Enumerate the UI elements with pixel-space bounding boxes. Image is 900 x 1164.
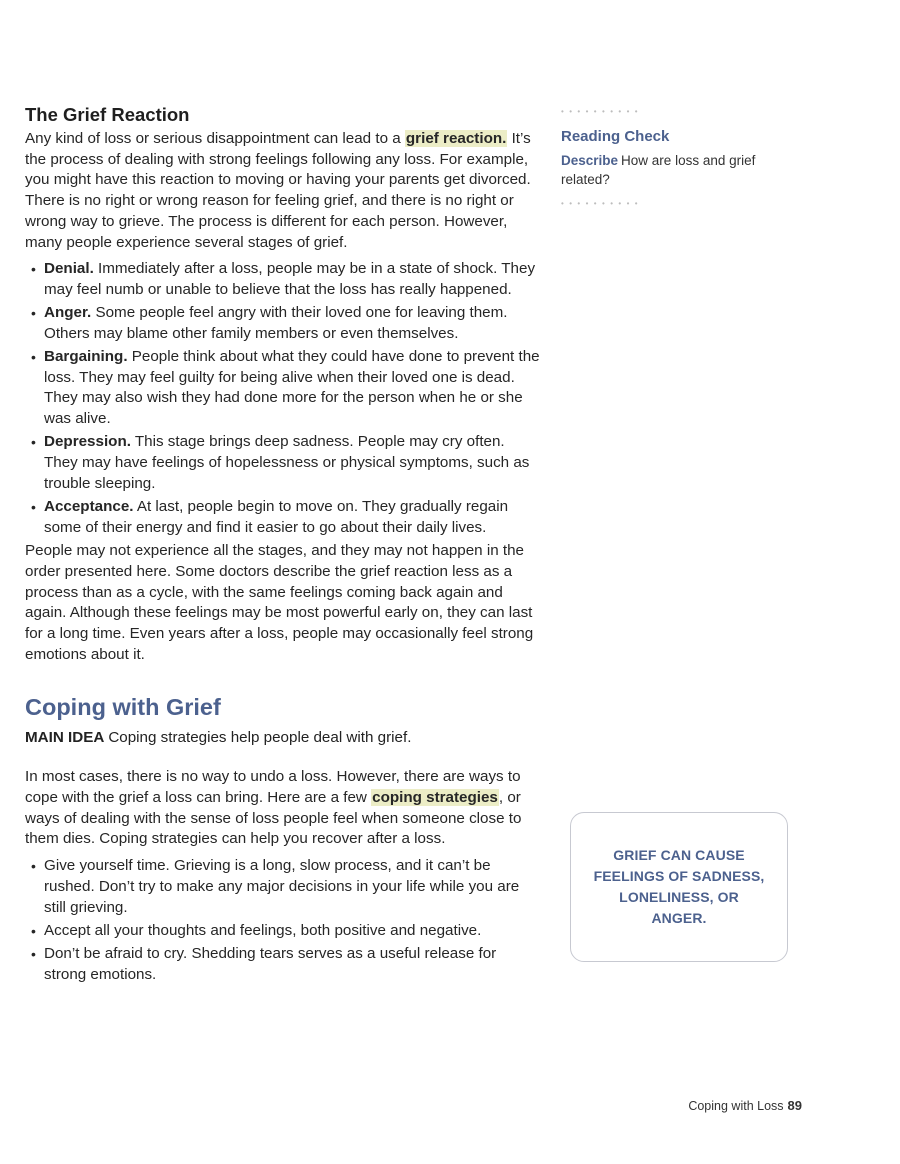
main-column: [25, 104, 540, 988]
main-idea-text: Coping strategies help people deal with grief.: [108, 728, 412, 746]
stage-term: Bargaining.: [44, 348, 128, 366]
main-idea: [25, 728, 540, 749]
section-heading: The Grief Reaction: [25, 104, 190, 125]
reading-check-title: Reading Check: [561, 128, 670, 145]
stage-term: Anger.: [44, 304, 92, 322]
grief-intro-paragraph: [25, 129, 540, 253]
coping-tips-list: [25, 856, 540, 985]
main-idea-label: MAIN IDEA: [25, 728, 105, 746]
key-term-grief-reaction[interactable]: grief reaction.: [405, 130, 507, 147]
reading-check-question: [561, 151, 801, 189]
stage-text: This stage brings deep sadness. People may cry often. They may have feelings of hopelessness or physical symptoms, such as trouble sleeping.: [44, 433, 530, 492]
stage-term: Acceptance.: [44, 497, 134, 515]
stage-term: Denial.: [44, 260, 94, 278]
coping-text-start: In most cases, there is no way to undo a loss. However, there are ways to cope with the grief a loss can bring. Here are a few: [25, 768, 521, 806]
list-item: • Accept all your thoughts and feelings, both positive and negative.: [44, 921, 540, 942]
list-item: [44, 259, 540, 300]
reading-check-sidebar: [561, 107, 801, 209]
key-term-coping-strategies[interactable]: coping strategies: [372, 788, 498, 806]
main-heading: Coping with Grief: [25, 693, 221, 720]
stage-text: Immediately after a loss, people may be in a state of shock. They may feel numb or unable to believe that the loss has really happened.: [44, 260, 536, 298]
intro-text-start: Any kind of loss or serious disappointment can lead to a: [25, 130, 405, 147]
stage-term: Depression.: [44, 433, 131, 451]
list-item: • Don’t be afraid to cry. Shedding tears serves as a useful release for strong emotions.: [44, 944, 540, 985]
grief-closing-paragraph: People may not experience all the stages, and they may not happen in the order presented here. Some doctors describe the grief reaction less as a process than as a cycle, with the same feelings coming back again and again. Although these feelings may be most powerful early on, they can last for a long time. Even years after a loss, people may occasionally feel strong emotions about it.: [25, 542, 534, 663]
list-item: [44, 303, 540, 344]
list-item: [44, 347, 540, 430]
list-item: [44, 497, 540, 538]
coping-text-end: , or ways of dealing with the sense of loss people feel when someone close to them dies. Coping strategies can help you recover after a loss.: [25, 788, 522, 848]
list-item: [44, 432, 540, 494]
chapter-title: Coping with Loss: [688, 1099, 784, 1113]
grief-stages-list: [25, 259, 540, 538]
page-number: 89: [787, 1098, 802, 1113]
callout-box: [570, 812, 788, 962]
list-item: • Give yourself time. Grieving is a long, slow process, and it can’t be rushed. Don’t try to make any major decisions in your life while you are still grieving.: [44, 856, 540, 918]
coping-paragraph: [25, 767, 540, 850]
stage-text: People think about what they could have done to prevent the loss. They may feel guilty for being alive when their loved one is dead. They may also wish they had done more for the person when he or she was alive.: [44, 348, 540, 428]
dotted-divider-bottom: ••••••••••: [561, 199, 644, 208]
stage-text: At last, people begin to move on. They gradually regain some of their energy and find it easier to go about their daily lives.: [44, 497, 509, 536]
page-footer: [688, 1098, 802, 1113]
intro-text-end: It’s the process of dealing with strong feelings following any loss. For example, you might have this reaction to moving or having your parents get divorced. There is no right or wrong reason for feeling grief, and there is no right or wrong way to grieve. The process is different for each person. However, many people experience several stages of grief.: [25, 130, 531, 251]
stage-text: Some people feel angry with their loved one for leaving them. Others may blame other family members or even themselves.: [44, 304, 508, 342]
callout-text: GRIEF CAN CAUSE FEELINGS OF SADNESS, LONELINESS, OR ANGER.: [593, 847, 765, 926]
dotted-divider-top: ••••••••••: [561, 107, 644, 116]
reading-check-question-text: How are loss and grief related?: [561, 153, 756, 187]
reading-check-label: Describe: [561, 153, 619, 168]
